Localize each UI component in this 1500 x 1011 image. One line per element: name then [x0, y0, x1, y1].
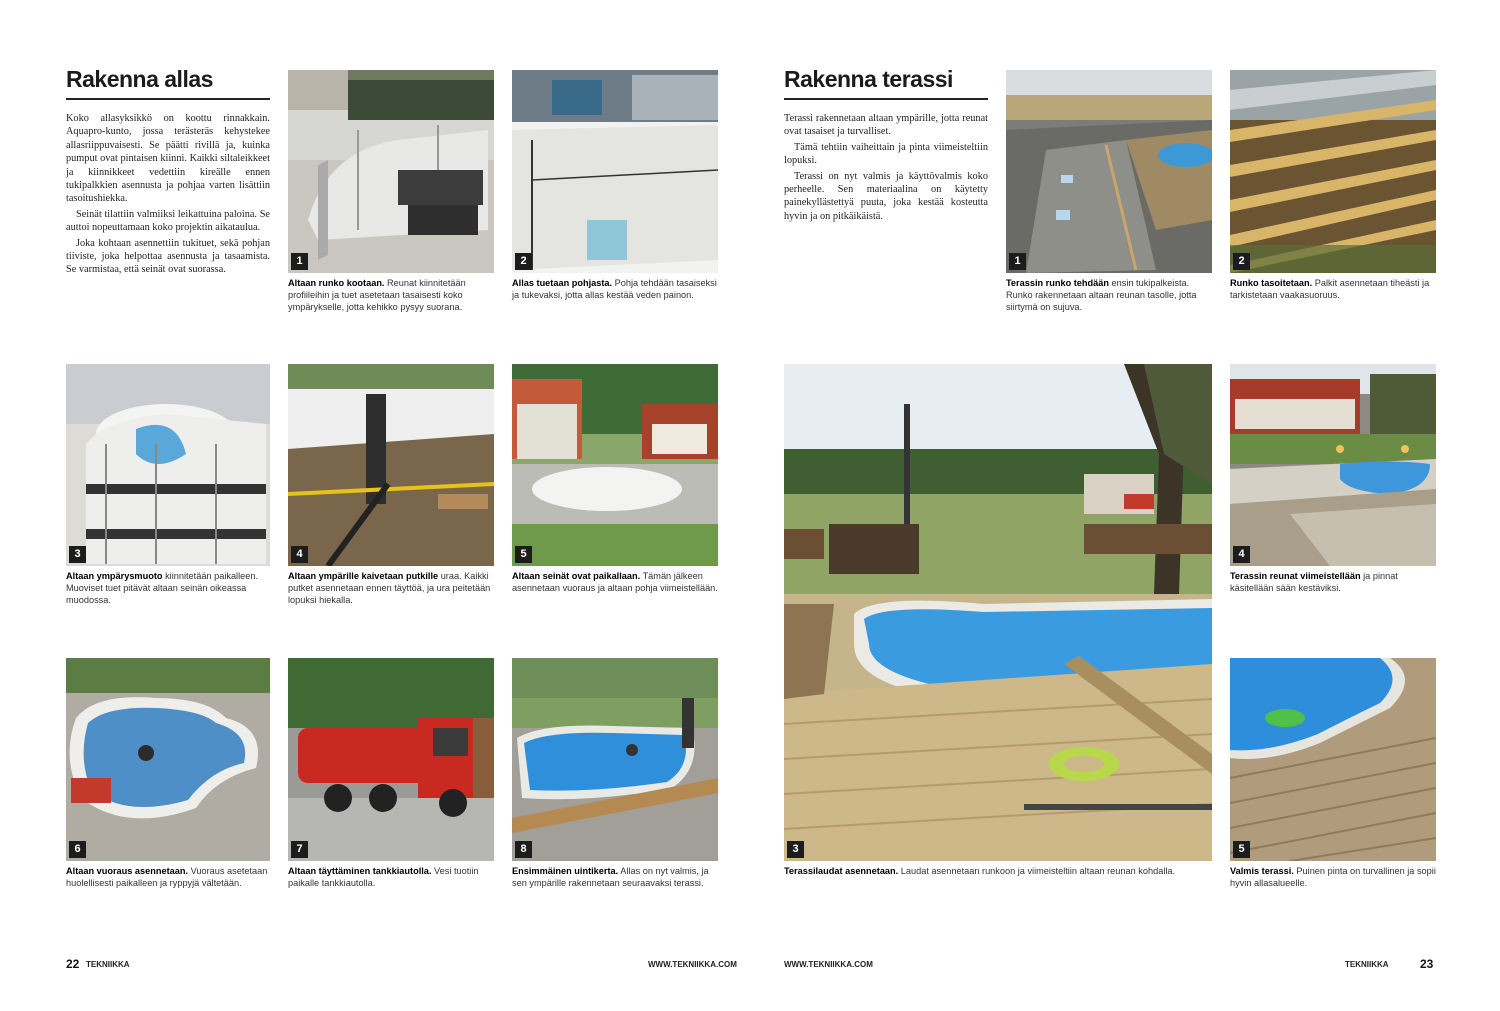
step-number-badge: 1: [291, 253, 308, 270]
photo-step-6: [66, 658, 270, 861]
caption-title: Terassin runko tehdään: [1006, 278, 1109, 288]
step-number-badge: 1: [1009, 253, 1026, 270]
left-footer-brand: TEKNIIKKA: [86, 960, 130, 969]
left-page-number: 22: [66, 957, 80, 971]
caption-text: Reunat kiinnitetään profiileihin ja tuet asetetaan tasaisesti koko ympärykselle, jotta kehikko pysyy suorana.: [288, 278, 466, 312]
right-intro-paragraph: Terassi rakennetaan altaan ympärille, jotta reunat ovat tasaiset ja turvalliset.: [784, 113, 988, 138]
step-number-badge: 2: [1233, 253, 1250, 270]
caption-text: Vesi tuotiin paikalle tankkiautolla.: [288, 866, 479, 888]
caption-step-7: [288, 865, 494, 889]
left-intro-text: [66, 112, 270, 279]
right-footer-url: WWW.TEKNIIKKA.COM: [784, 960, 873, 969]
right-footer-brand: TEKNIIKKA: [1345, 960, 1389, 969]
step-number-badge: 8: [515, 841, 532, 858]
right-intro-text: [784, 112, 988, 225]
right-page-number: 23: [1420, 957, 1434, 971]
caption-terrace-step-1: [1006, 277, 1212, 313]
caption-text: kiinnitetään paikalleen. Muoviset tuet pitävät altaan seinän oikeassa muodossa.: [66, 571, 259, 605]
step-number-badge: 5: [1233, 841, 1250, 858]
left-intro-paragraph: Koko allasyksikkö on koottu rinnakkain. Aquapro-kunto, jossa terästeräs kehystekee allasriippuvaisesti. Se päätti rivillä ja, kuinka pumput ovat pintaisen kiinni. Kaikki siltaleikkeet ja kiinnikkeet vedettiin kireälle ennen tukipalkkien asennusta ja pohjaa varten lisättiin tasoitushiekka.: [66, 113, 270, 205]
caption-title: Altaan ympärysmuoto: [66, 571, 163, 581]
caption-text: Palkit asennetaan tiheästi ja tarkistetaan vaakasuoruus.: [1230, 278, 1430, 300]
photo-terrace-step-1: [1006, 70, 1212, 273]
caption-step-8: [512, 865, 718, 889]
photo-step-7: [288, 658, 494, 861]
caption-title: Altaan seinät ovat paikallaan.: [512, 571, 641, 581]
caption-title: Terassilaudat asennetaan.: [784, 866, 899, 876]
photo-terrace-step-5: [1230, 658, 1436, 861]
step-number-badge: 4: [291, 546, 308, 563]
caption-text: Allas on nyt valmis, ja sen ympärille rakennetaan seuraavaksi terassi.: [512, 866, 709, 888]
left-intro-paragraph: Seinät tilattiin valmiiksi leikattuina paloina. Se auttoi nopeuttamaan koko projektin aikataulua.: [66, 208, 270, 234]
photo-terrace-step-4: [1230, 364, 1436, 566]
caption-text: ensin tukipalkeista. Runko rakennetaan altaan reunan tasolle, jotta siirtymä on sujuva.: [1006, 278, 1197, 312]
step-number-badge: 3: [69, 546, 86, 563]
step-number-badge: 2: [515, 253, 532, 270]
photo-step-3: [66, 364, 270, 566]
caption-title: Valmis terassi.: [1230, 866, 1294, 876]
caption-title: Altaan ympärille kaivetaan putkille: [288, 571, 439, 581]
left-title-rule: [66, 98, 270, 100]
caption-terrace-step-5: [1230, 865, 1436, 889]
caption-text: Puinen pinta on turvallinen ja sopii hyvin allasalueelle.: [1230, 866, 1436, 888]
caption-text: Laudat asennetaan runkoon ja viimeisteltiin altaan reunan kohdalla.: [900, 866, 1176, 876]
photo-step-2: [512, 70, 718, 273]
caption-title: Allas tuetaan pohjasta.: [512, 278, 613, 288]
photo-step-8: [512, 658, 718, 861]
photo-step-1: [288, 70, 494, 273]
caption-step-2: [512, 277, 718, 301]
step-number-badge: 4: [1233, 546, 1250, 563]
caption-title: Altaan täyttäminen tankkiautolla.: [288, 866, 432, 876]
caption-title: Terassin reunat viimeistellään: [1230, 571, 1361, 581]
right-title-rule: [784, 98, 988, 100]
caption-step-1: [288, 277, 494, 313]
caption-terrace-step-3: [784, 865, 1212, 877]
caption-title: Runko tasoitetaan.: [1230, 278, 1313, 288]
caption-step-5: [512, 570, 718, 594]
caption-title: Altaan vuoraus asennetaan.: [66, 866, 189, 876]
caption-step-6: [66, 865, 270, 889]
right-page-title: Rakenna terassi: [784, 66, 953, 92]
left-footer-url: WWW.TEKNIIKKA.COM: [648, 960, 737, 969]
left-intro-paragraph: Joka kohtaan asennettiin tukituet, sekä pohjan tiiviste, joka helpottaa asennusta ja tasaamista. Se varmistaa, että seinät ovat suorassa.: [66, 237, 270, 276]
caption-text: Pohja tehdään tasaiseksi ja tukevaksi, jotta allas kestää veden painon.: [512, 278, 717, 300]
caption-title: Altaan runko kootaan.: [288, 278, 385, 288]
caption-title: Ensimmäinen uintikerta.: [512, 866, 619, 876]
photo-step-4: [288, 364, 494, 566]
step-number-badge: 3: [787, 841, 804, 858]
caption-step-4: [288, 570, 494, 606]
right-intro-paragraph: Terassi on nyt valmis ja käyttövalmis koko perheelle. Sen materiaalina on käytetty painekyllästettyä puuta, joka kestää kosteutta hyvin ja on pitkäikäistä.: [784, 170, 988, 222]
step-number-badge: 6: [69, 841, 86, 858]
left-page-title: Rakenna allas: [66, 66, 213, 92]
caption-text: Vuoraus asetetaan huolellisesti paikalleen ja ryppyjä vältetään.: [66, 866, 268, 888]
caption-text: Tämän jälkeen asennetaan vuoraus ja altaan pohja viimeistellään.: [512, 571, 718, 593]
caption-text: uraa. Kaikki putket asennetaan ennen täyttöä, ja ura peitetään lopuksi hiekalla.: [288, 571, 491, 605]
caption-terrace-step-2: [1230, 277, 1436, 301]
caption-terrace-step-4: [1230, 570, 1436, 594]
photo-terrace-step-2: [1230, 70, 1436, 273]
caption-text: ja pinnat käsitellään sään kestäviksi.: [1230, 571, 1398, 593]
right-intro-paragraph: Tämä tehtiin vaiheittain ja pinta viimeisteltiin lopuksi.: [784, 141, 988, 167]
photo-step-5: [512, 364, 718, 566]
photo-terrace-step-3: [784, 364, 1212, 861]
caption-step-3: [66, 570, 270, 606]
step-number-badge: 5: [515, 546, 532, 563]
step-number-badge: 7: [291, 841, 308, 858]
